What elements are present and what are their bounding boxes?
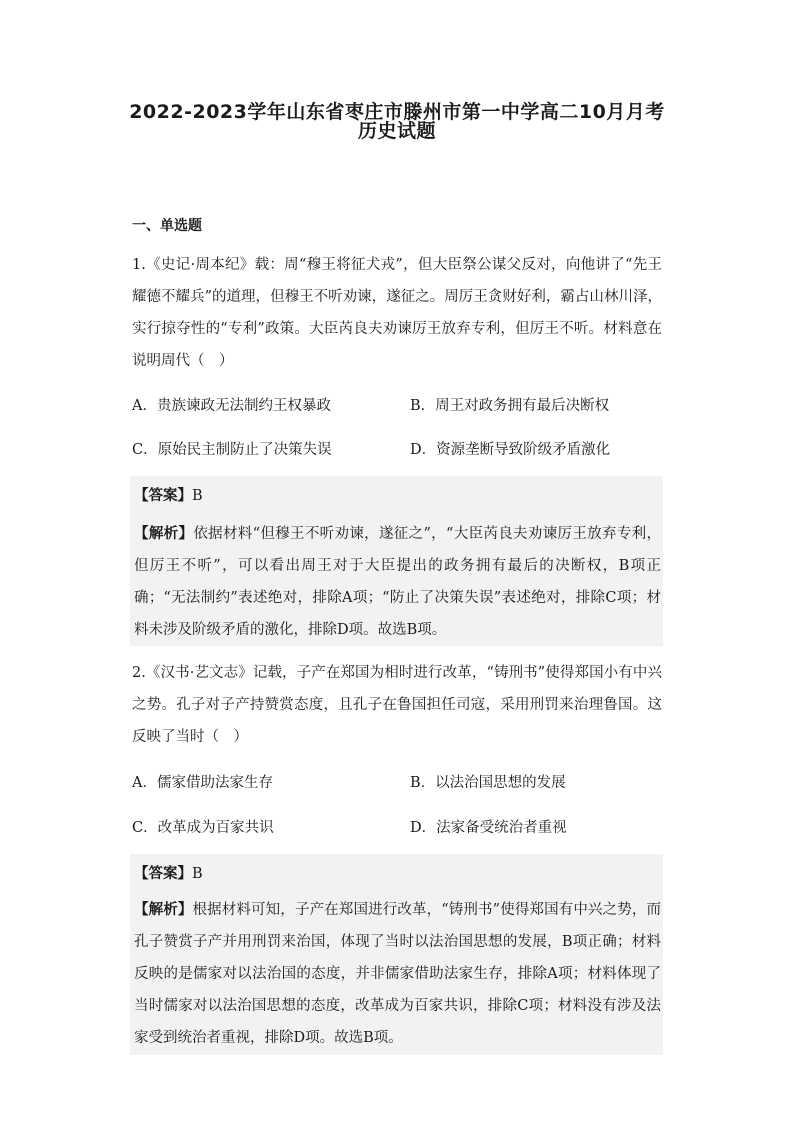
answer-label: 【答案】 (134, 488, 192, 504)
question-1-option-c: C．原始民主制防止了决策失误 (132, 442, 332, 458)
question-1-option-d: D．资源垄断导致阶级矛盾激化 (410, 442, 611, 458)
analysis-label: 【解析】 (134, 526, 194, 542)
question-1-option-a: A．贵族谏政无法制约王权暴政 (132, 398, 331, 414)
question-1-answer (134, 484, 203, 505)
question-1-stem: 1.《史记·周本纪》载：周“穆王将征犬戎”，但大臣祭公谋父反对，向他讲了“先王耀德不耀兵”的道理，但穆王不听劝谏，遂征之。周厉王贪财好利，霸占山林川泽，实行掠夺性的“专利”政策。大臣芮良夫劝谏厉王放弃专利，但厉王不听。材料意在说明周代（ ） (132, 257, 662, 369)
question-2-stem: 2.《汉书·艺文志》记载，子产在郑国为相时进行改革，“铸刑书”使得郑国小有中兴之势。孔子对子产持赞赏态度，且孔子在鲁国担任司寇，采用刑罚来治理鲁国。这反映了当时（ ） (132, 665, 662, 745)
question-1-analysis (134, 518, 661, 646)
analysis-text: 依据材料“但穆王不听劝谏，遂征之”，“大臣芮良夫劝谏厉王放弃专利，但厉王不听”，可以看出周王对于大臣提出的政务拥有最后的决断权，B项正确；“无法制约”表述绝对，排除A项；“防止了决策失误”表述绝对，排除C项；材料未涉及阶级矛盾的激化，排除D项。故选B项。 (134, 526, 661, 638)
question-2-option-c: C．改革成为百家共识 (132, 820, 274, 836)
answer-value: B (192, 866, 203, 882)
answer-value: B (192, 488, 203, 504)
exam-title: 2022-2023学年山东省枣庄市滕州市第一中学高二10月月考 (129, 101, 665, 123)
question-2-option-d: D．法家备受统治者重视 (410, 820, 567, 836)
question-2-answer-box (130, 854, 663, 1055)
question-2-answer (134, 862, 203, 883)
question-2-option-b: B．以法治国思想的发展 (410, 775, 566, 791)
question-1-option-b: B．周王对政务拥有最后决断权 (410, 398, 610, 414)
analysis-text: 根据材料可知，子产在郑国进行改革，“铸刑书”使得郑国有中兴之势，而孔子赞赏子产并用刑罚来治国，体现了当时以法治国思想的发展，B项正确；材料反映的是儒家对以法治国的态度，并非儒家借助法家生存，排除A项；材料体现了当时儒家对以法治国思想的态度，改革成为百家共识，排除C项；材料没有涉及法家受到统治者重视，排除D项。故选B项。 (134, 902, 662, 1046)
question-2-option-a: A．儒家借助法家生存 (132, 775, 273, 791)
exam-subtitle: 历史试题 (357, 120, 436, 142)
question-1-answer-box (130, 476, 663, 646)
answer-label: 【答案】 (134, 866, 192, 882)
analysis-label: 【解析】 (134, 902, 193, 918)
question-2-analysis (134, 894, 661, 1054)
section-heading: 一、单选题 (132, 218, 202, 234)
